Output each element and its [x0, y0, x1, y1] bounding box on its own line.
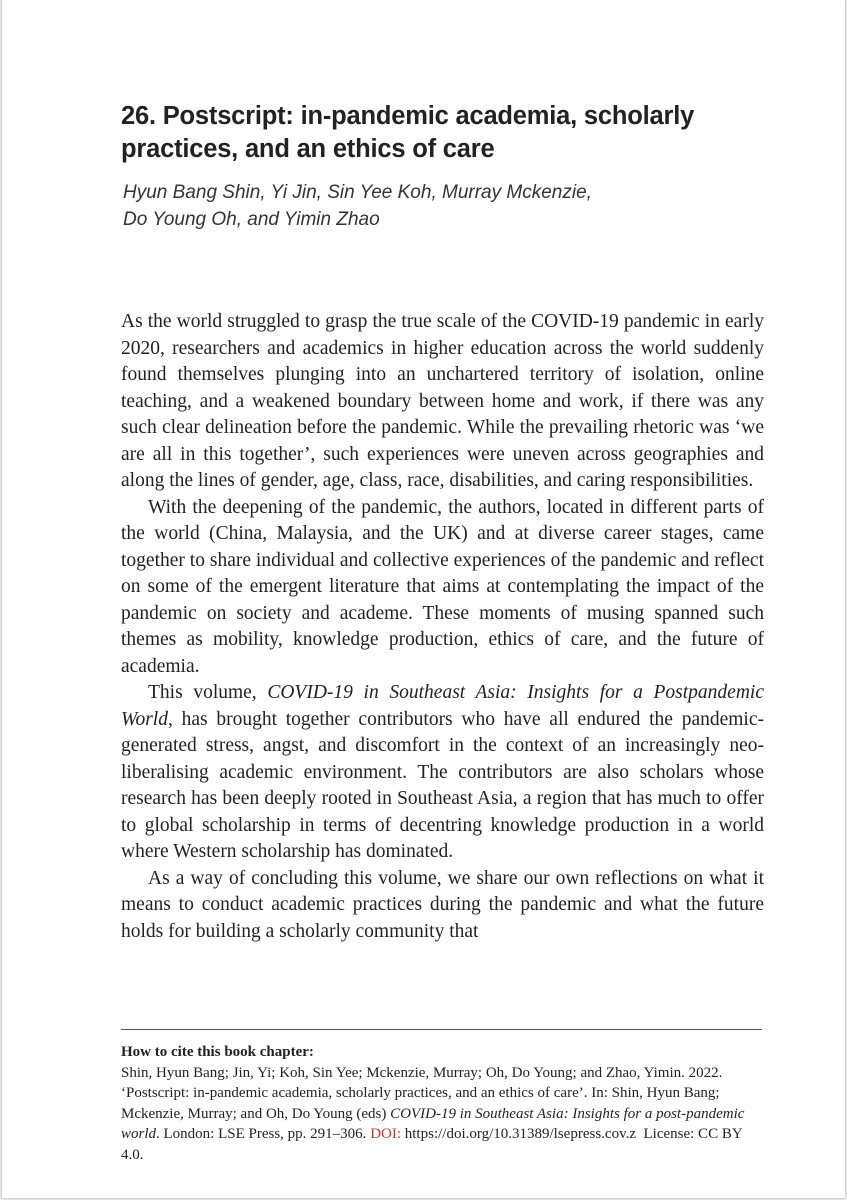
citation-heading: How to cite this book chapter:: [121, 1044, 314, 1060]
citation-block: [121, 1042, 764, 1165]
book-title-italic: COVID-19 in Southeast Asia: Insights for a Postpandemic World: [121, 682, 764, 730]
paragraph-3-lead: This volume,: [148, 682, 268, 703]
doi-label: DOI:: [370, 1126, 402, 1142]
body-paragraph-3: [121, 680, 764, 866]
paragraph-3-rest: , has brought together contributors who have all endured the pandemic-generated stress, angst, and discomfort in the context of an increasingly neo-liberalising academic environment. The contributors are also scholars whose research has been deeply rooted in Southeast Asia, a region that has much to offer to global scholarship in terms of decentring knowledge production in a world where Western scholarship has dominated.: [121, 708, 764, 862]
citation-text: [121, 1063, 764, 1166]
footnote-divider: [121, 1029, 762, 1030]
citation-book-title: COVID-19 in Southeast Asia: Insights for a post-pandemic world: [121, 1105, 745, 1142]
citation-publisher: . London: LSE Press, pp. 291–306.: [156, 1126, 371, 1142]
license-text: License: CC BY 4.0.: [121, 1126, 743, 1163]
body-paragraph-1: As the world struggled to grasp the true scale of the COVID-19 pandemic in early 2020, researchers and academics in higher education across the world suddenly found themselves plunging into an unchartered territory of isolation, online teaching, and a weakened boundary between home and work, if there was any such clear delineation before the pandemic. While the prevailing rhetoric was ‘we are all in this together’, such experiences were uneven across geographies and along the lines of gender, age, class, race, disabilities, and caring responsibilities.: [121, 311, 764, 491]
chapter-title: 26. Postscript: in-pandemic academia, scholarly practices, and an ethics of care: [121, 102, 695, 163]
authors-line-1: Hyun Bang Shin, Yi Jin, Sin Yee Koh, Murray Mckenzie,: [123, 182, 592, 203]
document-page: [2, 0, 845, 1198]
body-paragraph-4: As a way of concluding this volume, we share our own reflections on what it means to conduct academic practices during the pandemic and what the future holds for building a scholarly community that: [121, 867, 764, 942]
chapter-body: [121, 309, 764, 945]
body-paragraph-2: With the deepening of the pandemic, the authors, located in different parts of the world (China, Malaysia, and the UK) and at diverse career stages, came together to share individual and collective experiences of the pandemic and reflect on some of the emergent literature that aims at contemplating the impact of the pandemic on society and academe. These moments of musing spanned such themes as mobility, knowledge production, ethics of care, and the future of academia.: [121, 496, 764, 677]
citation-authors-and-title: Shin, Hyun Bang; Jin, Yi; Koh, Sin Yee; Mckenzie, Murray; Oh, Do Young; and Zhao, Yimin. 2022. ‘Postscript: in-pandemic academia, scholarly practices, and an ethics of care’. In: Shin, Hyun Bang; Mckenzie, Murray; and Oh, Do Young (eds): [121, 1064, 723, 1122]
doi-link[interactable]: https://doi.org/10.31389/lsepress.cov.z: [404, 1126, 636, 1142]
chapter-authors: [123, 179, 763, 233]
authors-line-2: Do Young Oh, and Yimin Zhao: [123, 209, 380, 230]
